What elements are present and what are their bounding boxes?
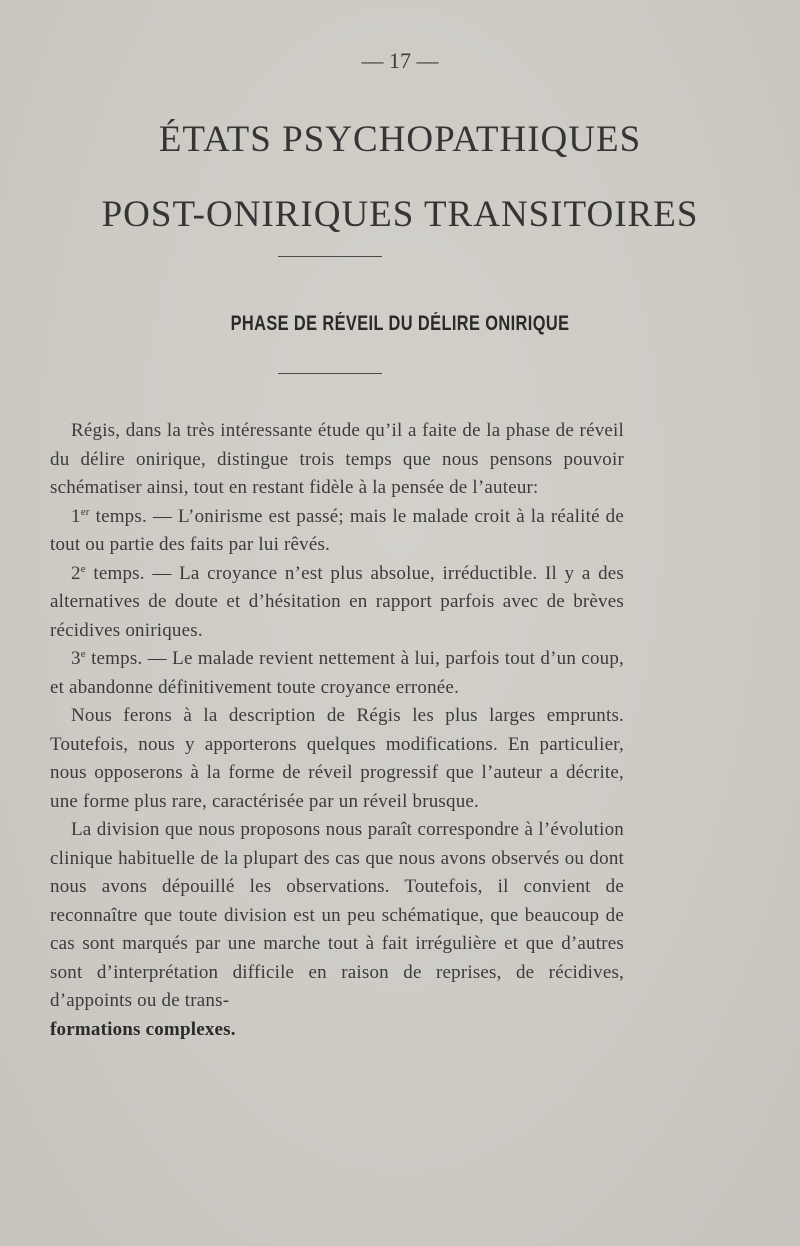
stage-number: 3 <box>71 648 81 669</box>
ordinal-suffix: e <box>80 648 86 660</box>
stage-number: 1 <box>71 505 81 527</box>
stage-text: temps. — La croyance n’est plus absolue, irréductible. Il y a des alternatives de doute et d’hésitation en rapport parfois avec de brèves récidives oniriques. <box>50 562 624 641</box>
ordinal-suffix: e <box>80 562 86 575</box>
paragraph-third-stage <box>50 645 624 702</box>
chapter-title-line-2: POST-ONIRIQUES TRANSITOIRES <box>101 194 699 235</box>
paragraph-intro: Régis, dans la très intéressante étude qu’il a faite de la phase de réveil du délire onirique, distingue trois temps que nous pensons pouvoir schématiser ainsi, tout en restant fidèle à la pensée de l’auteur: <box>50 420 624 498</box>
paragraph-division: La division que nous proposons nous paraît correspondre à l’évolution clinique habituelle de la plupart des cas que nous avons observés ou dont nous avons dépouillé les observations. Toutefois, il convient de reconnaître que toute division est un peu schématique, que beaucoup de cas sont marqués par une marche tout à fait irrégulière et que d’autres sont d’interprétation difficile en raison de reprises, de récidives, d’appoints ou de trans- <box>50 819 624 1011</box>
page-number: — 17 — <box>361 48 439 73</box>
section-heading: PHASE DE RÉVEIL DU DÉLIRE ONIRIQUE <box>230 312 570 335</box>
ordinal-suffix: er <box>80 505 90 518</box>
chapter-title-line-1: ÉTATS PSYCHOPATHIQUES <box>158 119 642 160</box>
body-text <box>50 417 624 1044</box>
paragraph-division-end <box>50 1016 624 1045</box>
paragraph-first-stage <box>50 503 624 560</box>
section-divider <box>278 373 382 374</box>
paragraph-end-bold: formations complexes. <box>50 1018 236 1040</box>
paragraph-borrowing: Nous ferons à la description de Régis les plus larges emprunts. Toutefois, nous y apporterons quelques modifications. En particulier, nous opposerons à la forme de réveil progressif que l’auteur a décrite, une forme plus rare, caractérisée par un réveil brusque. <box>50 705 624 812</box>
title-divider <box>278 256 382 257</box>
stage-text: temps. — Le malade revient nettement à lui, parfois tout d’un coup, et abandonne définitivement toute croyance erronée. <box>50 648 624 698</box>
stage-text: temps. — L’onirisme est passé; mais le malade croit à la réalité de tout ou partie des faits par lui rêvés. <box>50 505 624 555</box>
paragraph-second-stage <box>50 560 624 646</box>
stage-number: 2 <box>71 562 81 584</box>
